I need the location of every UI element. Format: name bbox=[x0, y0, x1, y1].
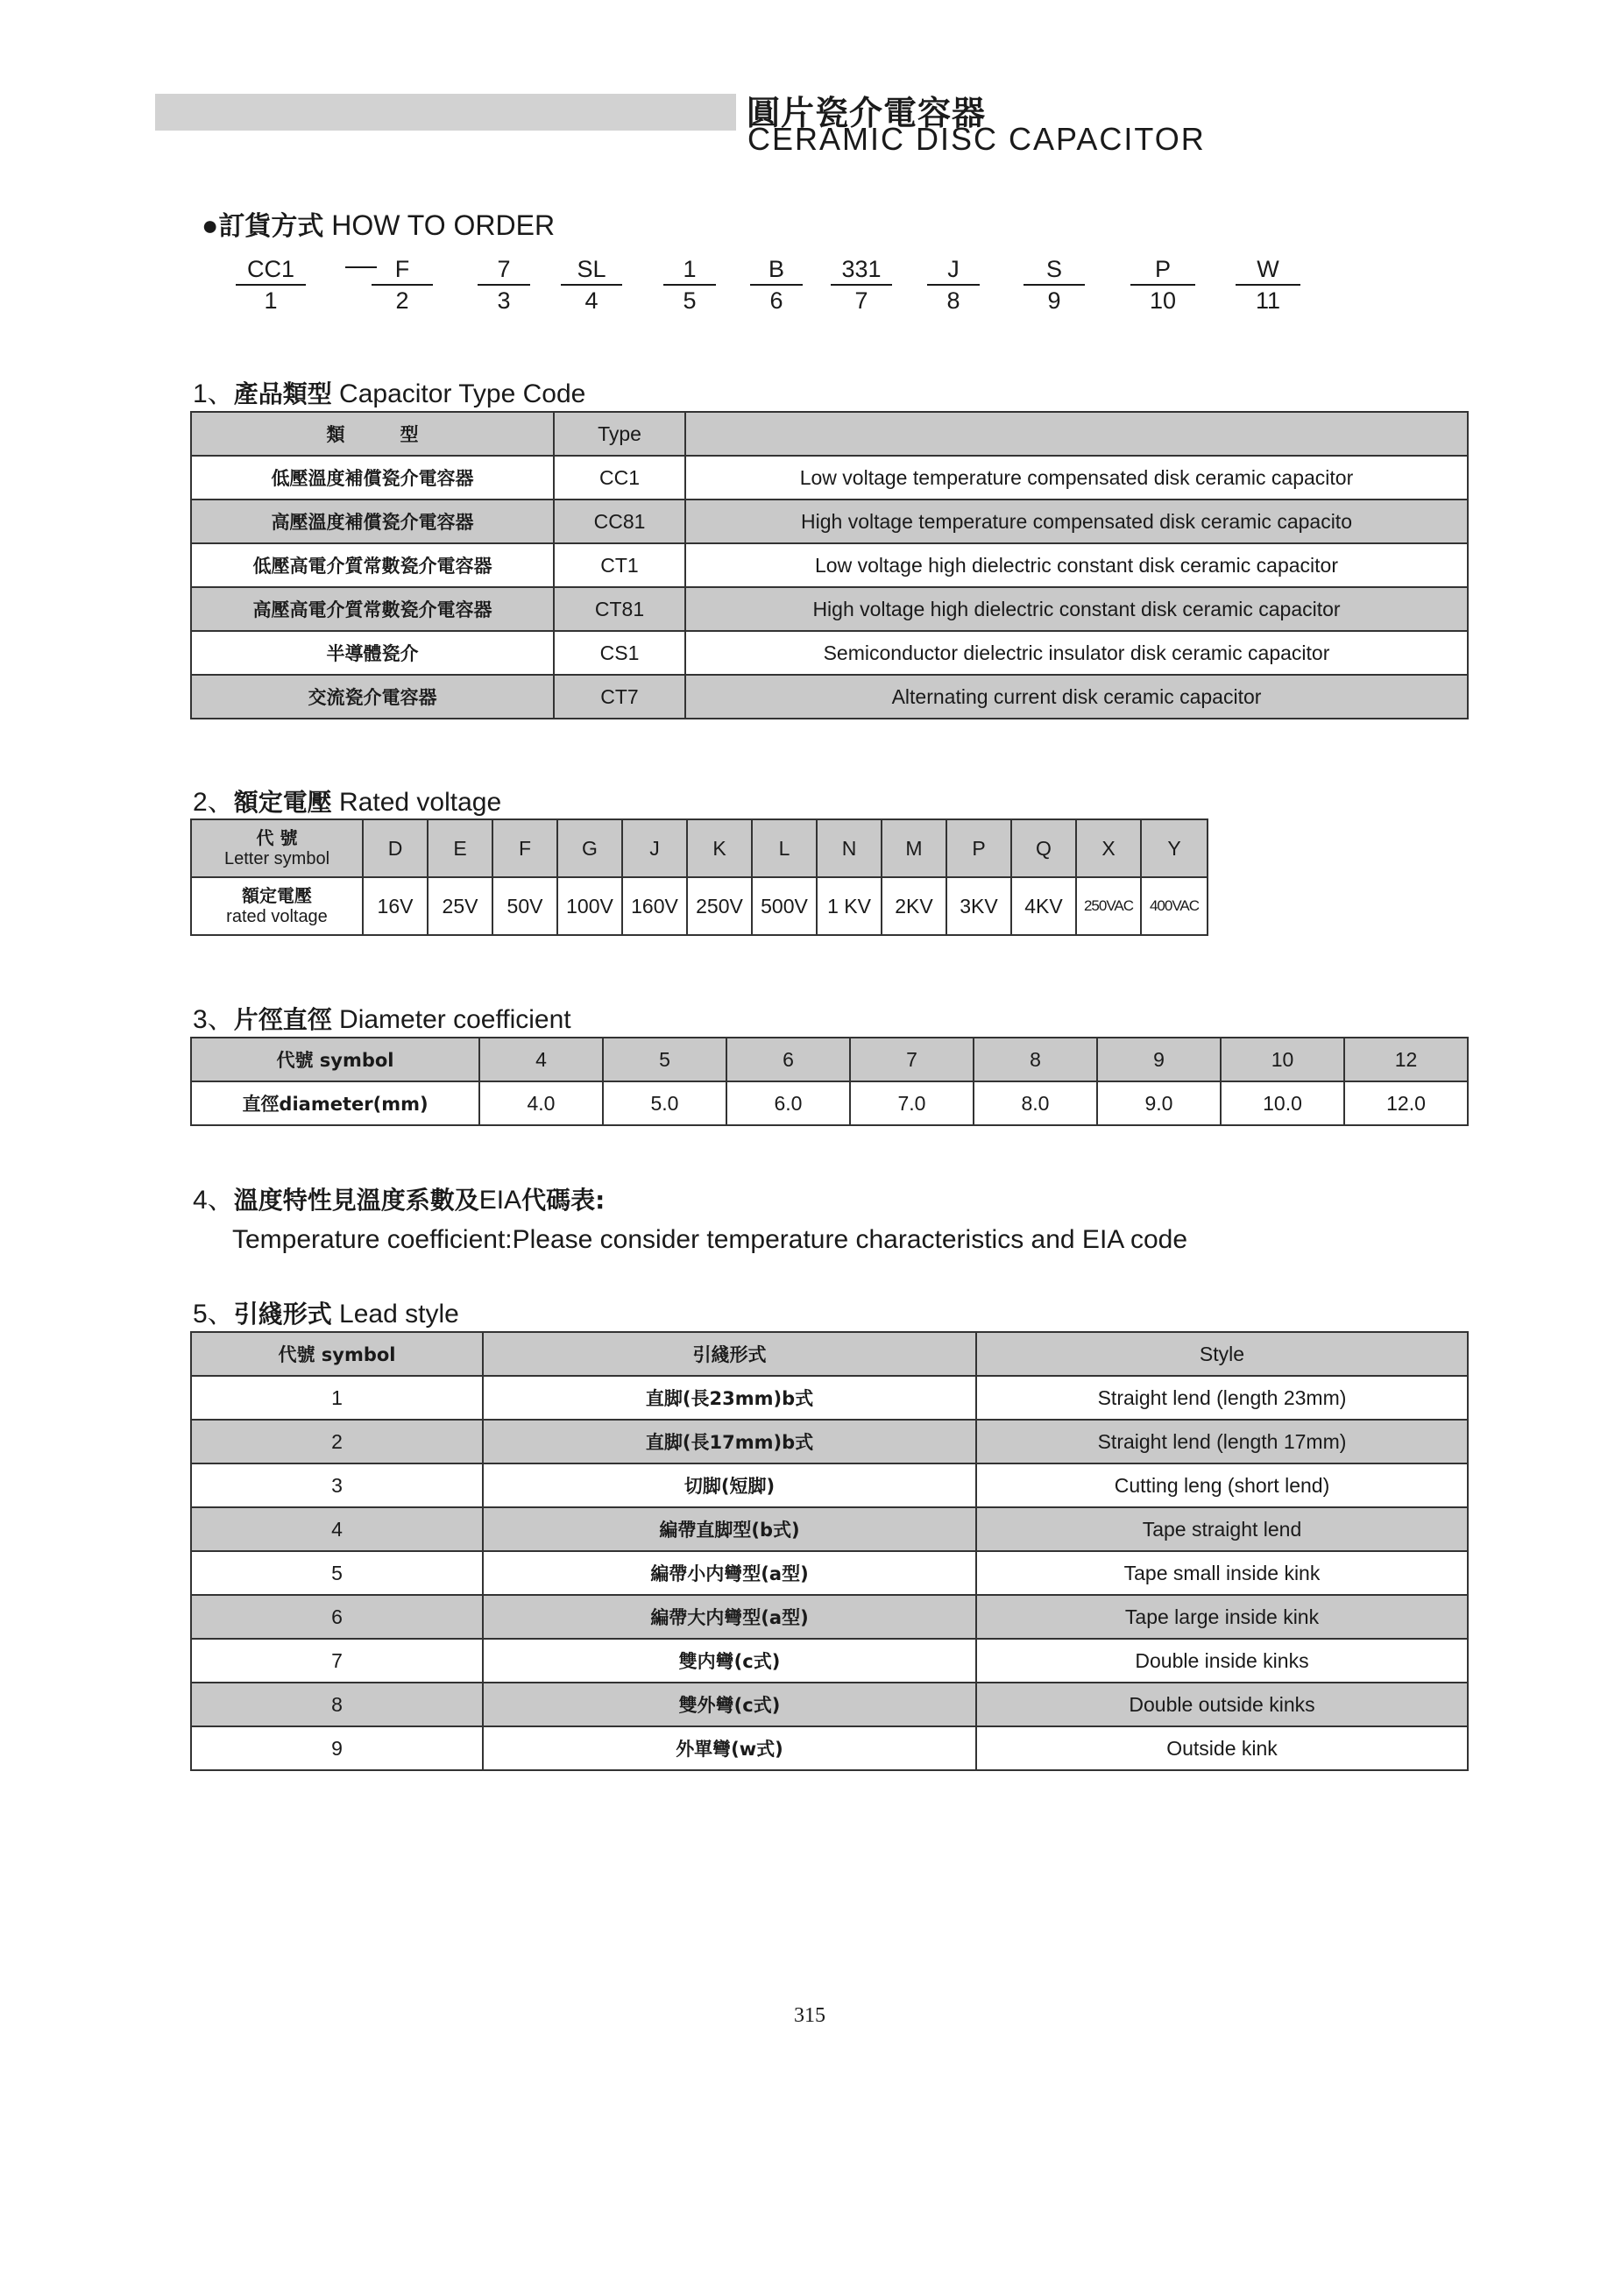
table-row: 低壓高電介質常數瓷介電容器 CT1 Low voltage high dielectric constant disk ceramic capacitor bbox=[191, 543, 1468, 587]
table-row: 4 編帶直脚型(b式) Tape straight lend bbox=[191, 1507, 1468, 1551]
table-row: 6 編帶大内彎型(a型) Tape large inside kink bbox=[191, 1595, 1468, 1639]
temperature-text: Temperature coefficient:Please consider temperature characteristics and EIA code bbox=[232, 1225, 1188, 1254]
voltage-value-row: 額定電壓 rated voltage 16V 25V 50V 100V 160V 250V 500V 1 KV 2KV 3KV 4KV 250VAC 400VAC bbox=[191, 877, 1208, 935]
order-heading bbox=[202, 204, 555, 243]
order-code-item: J 8 bbox=[927, 256, 980, 315]
diameter-symbol-row: 代號 symbol 4 5 6 7 8 9 10 12 bbox=[191, 1038, 1468, 1081]
order-code-item: B 6 bbox=[750, 256, 803, 315]
page-title-cn: 圓片瓷介電容器 bbox=[747, 94, 987, 132]
order-code-item: F 2 bbox=[372, 256, 433, 315]
section-diameter-heading: 3、片徑直徑 Diameter coefficient bbox=[193, 1005, 571, 1034]
table-row: 3 切脚(短脚) Cutting leng (short lend) bbox=[191, 1463, 1468, 1507]
table-row: 高壓高電介質常數瓷介電容器 CT81 High voltage high dielectric constant disk ceramic capacitor bbox=[191, 587, 1468, 631]
rated-voltage-table bbox=[190, 818, 1208, 936]
order-code-item: S 9 bbox=[1023, 256, 1085, 315]
table-row: 低壓溫度補償瓷介電容器 CC1 Low voltage temperature compensated disk ceramic capacitor bbox=[191, 456, 1468, 500]
section-rated-voltage-heading: 2、額定電壓 Rated voltage bbox=[193, 788, 502, 817]
header-bar bbox=[155, 94, 736, 131]
table-row: 7 雙内彎(c式) Double inside kinks bbox=[191, 1639, 1468, 1683]
bullet-icon: ● bbox=[202, 209, 219, 241]
order-heading-en: HOW TO ORDER bbox=[331, 209, 556, 241]
order-code-item: SL 4 bbox=[561, 256, 622, 315]
diameter-table bbox=[190, 1037, 1469, 1126]
table-row: 2 直脚(長17mm)b式 Straight lend (length 17mm) bbox=[191, 1420, 1468, 1463]
order-code-item: 7 3 bbox=[478, 256, 530, 315]
order-code-item: CC1 1 bbox=[236, 256, 306, 315]
table-row: 交流瓷介電容器 CT7 Alternating current disk ceramic capacitor bbox=[191, 675, 1468, 719]
table-row: 5 編帶小内彎型(a型) Tape small inside kink bbox=[191, 1551, 1468, 1595]
section-temperature-heading: 4、溫度特性見溫度系數及EIA代碼表: bbox=[193, 1186, 606, 1215]
order-code-item: 331 7 bbox=[831, 256, 892, 315]
type-code-table bbox=[190, 411, 1469, 719]
table-header-row: 代號 symbol 引綫形式 Style bbox=[191, 1332, 1468, 1376]
lead-style-table bbox=[190, 1331, 1469, 1771]
voltage-letter-row: 代 號 Letter symbol D E F G J K L N M P Q X Y bbox=[191, 819, 1208, 877]
order-heading-cn: 訂貨方式 bbox=[218, 211, 324, 242]
table-header-row: 類 型 Type bbox=[191, 412, 1468, 456]
section-type-code-heading: 1、產品類型 Capacitor Type Code bbox=[193, 379, 586, 408]
order-code-item: 1 5 bbox=[663, 256, 716, 315]
table-row: 9 外單彎(w式) Outside kink bbox=[191, 1726, 1468, 1770]
order-code-item: W 11 bbox=[1236, 256, 1300, 315]
table-row: 高壓溫度補償瓷介電容器 CC81 High voltage temperature compensated disk ceramic capacito bbox=[191, 500, 1468, 543]
order-code-item: P 10 bbox=[1130, 256, 1195, 315]
section-lead-style-heading: 5、引綫形式 Lead style bbox=[193, 1300, 459, 1329]
diameter-value-row: 直徑diameter(mm) 4.0 5.0 6.0 7.0 8.0 9.0 10.0 12.0 bbox=[191, 1081, 1468, 1125]
table-row: 1 直脚(長23mm)b式 Straight lend (length 23mm) bbox=[191, 1376, 1468, 1420]
page-number: 315 bbox=[794, 2004, 825, 2027]
table-row: 半導體瓷介 CS1 Semiconductor dielectric insulator disk ceramic capacitor bbox=[191, 631, 1468, 675]
table-row: 8 雙外彎(c式) Double outside kinks bbox=[191, 1683, 1468, 1726]
page-title-en: CERAMIC DISC CAPACITOR bbox=[747, 121, 1206, 157]
